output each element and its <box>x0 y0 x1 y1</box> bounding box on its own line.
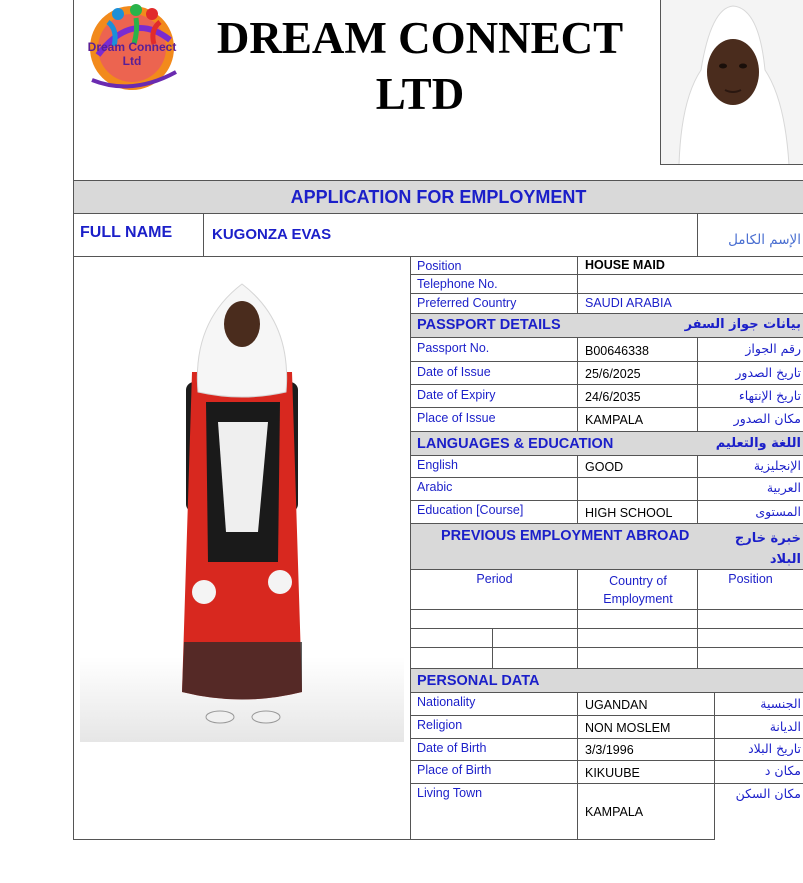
prev-row3-cell3 <box>578 648 698 669</box>
previous-employment-row-2 <box>411 629 803 648</box>
date-of-expiry-label-ar: تاريخ الإنتهاء <box>738 388 801 403</box>
row-passport-no <box>411 338 803 362</box>
personal-data-header <box>411 669 803 693</box>
languages-title: LANGUAGES & EDUCATION <box>417 436 614 452</box>
languages-title-ar: اللغة والتعليم <box>715 436 801 451</box>
previous-employment-title-ar: خبرة خارج البلاد <box>734 531 801 567</box>
prev-row1-cell2 <box>578 610 698 629</box>
prev-row2-cell3 <box>578 629 698 648</box>
telephone-label: Telephone No. <box>417 277 498 291</box>
passport-no-label: Passport No. <box>417 341 490 355</box>
full-name-value <box>212 226 331 243</box>
date-of-birth-label-ar: تاريخ البلاد <box>748 741 801 756</box>
applicant-full-photo <box>80 262 404 742</box>
english-label: English <box>417 458 458 472</box>
form-title: APPLICATION FOR EMPLOYMENT <box>290 187 587 207</box>
row-position <box>411 257 803 275</box>
date-of-birth-label: Date of Birth <box>417 741 487 755</box>
place-of-birth-label: Place of Birth <box>417 763 492 777</box>
row-english <box>411 456 803 478</box>
row-place-of-issue <box>411 408 803 432</box>
country-column-header: Country of Employment <box>603 574 673 606</box>
personal-data-title: PERSONAL DATA <box>417 673 540 689</box>
row-date-of-birth <box>411 739 803 761</box>
previous-employment-row-1 <box>411 610 803 629</box>
previous-employment-columns <box>411 570 803 610</box>
full-name-label <box>74 214 204 257</box>
date-of-expiry-label: Date of Expiry <box>417 388 496 402</box>
arabic-value-cell <box>578 478 698 501</box>
date-of-issue-label: Date of Issue <box>417 365 491 379</box>
preferred-country-label-cell <box>411 294 578 314</box>
row-education <box>411 501 803 524</box>
passport-no-value: B00646338 <box>585 344 649 358</box>
logo-text: Dream Connect Ltd <box>87 40 177 68</box>
religion-value: NON MOSLEM <box>585 721 671 735</box>
preferred-country-value: SAUDI ARABIA <box>585 296 672 310</box>
passport-no-label-ar: رقم الجواز <box>745 341 801 356</box>
prev-row3-cell2 <box>493 648 578 669</box>
row-nationality <box>411 693 803 716</box>
passport-title: PASSPORT DETAILS <box>417 317 561 333</box>
position-label-cell <box>411 257 578 275</box>
place-of-birth-label-ar: مكان د <box>764 763 801 778</box>
row-arabic <box>411 478 803 501</box>
education-value: HIGH SCHOOL <box>585 506 673 520</box>
passport-title-ar: بيانات جواز السفر <box>684 317 801 332</box>
prev-row1-cell1 <box>411 610 578 629</box>
page-border-bottom <box>73 839 411 840</box>
date-of-birth-value: 3/3/1996 <box>585 743 634 757</box>
nationality-label-ar: الجنسية <box>760 696 801 711</box>
row-telephone <box>411 275 803 294</box>
date-of-expiry-value: 24/6/2035 <box>585 390 641 404</box>
row-place-of-birth <box>411 761 803 784</box>
nationality-label: Nationality <box>417 695 476 709</box>
living-town-label-ar: مكان السكن <box>735 786 801 801</box>
arabic-label: Arabic <box>417 480 453 494</box>
form-title-bar <box>74 181 803 214</box>
applicant-headshot <box>660 0 803 165</box>
arabic-label-ar: العربية <box>766 480 801 495</box>
company-title-line1: DREAM CONNECT <box>216 13 624 63</box>
row-date-of-issue <box>411 362 803 385</box>
place-of-birth-value: KIKUUBE <box>585 766 640 780</box>
preferred-country-label: Preferred Country <box>417 296 517 310</box>
row-living-town <box>411 784 715 840</box>
previous-employment-title: PREVIOUS EMPLOYMENT ABROAD <box>441 528 690 544</box>
place-of-issue-value: KAMPALA <box>585 413 644 427</box>
passport-header <box>411 314 803 338</box>
full-name-value-text: KUGONZA EVAS <box>212 226 332 243</box>
religion-label: Religion <box>417 718 463 732</box>
row-preferred-country <box>411 294 803 314</box>
date-of-issue-label-ar: تاريخ الصدور <box>735 365 801 380</box>
position-value: HOUSE MAID <box>585 258 665 272</box>
company-title <box>190 10 650 122</box>
previous-employment-row-3 <box>411 648 803 669</box>
full-name-label-text: FULL NAME <box>80 224 173 241</box>
full-name-label-ar-text: الإسم الكامل <box>728 232 801 248</box>
languages-header <box>411 432 803 456</box>
english-value: GOOD <box>585 460 624 474</box>
row-date-of-expiry <box>411 385 803 408</box>
company-logo <box>78 0 186 95</box>
previous-employment-header <box>411 524 803 570</box>
education-label-ar: المستوى <box>755 504 801 519</box>
date-of-issue-value: 25/6/2025 <box>585 367 641 381</box>
nationality-value: UGANDAN <box>585 698 648 712</box>
row-religion <box>411 716 803 739</box>
prev-row2-cell1 <box>411 629 493 648</box>
page-border-left <box>73 0 74 840</box>
prev-row3-cell1 <box>411 648 493 669</box>
place-of-issue-label-ar: مكان الصدور <box>733 411 801 426</box>
period-column-header: Period <box>476 572 513 586</box>
english-label-ar: الإنجليزية <box>753 458 801 473</box>
living-town-label: Living Town <box>417 786 483 800</box>
telephone-label-cell <box>411 275 578 294</box>
prev-row2-cell2 <box>493 629 578 648</box>
living-town-value: KAMPALA <box>585 805 644 819</box>
place-of-issue-label: Place of Issue <box>417 411 496 425</box>
company-title-line2: LTD <box>375 69 465 119</box>
position-label: Position <box>417 259 462 273</box>
education-label: Education [Course] <box>417 503 524 517</box>
position-column-header: Position <box>728 572 773 586</box>
full-name-label-ar <box>697 214 803 257</box>
religion-label-ar: الديانة <box>769 719 801 734</box>
